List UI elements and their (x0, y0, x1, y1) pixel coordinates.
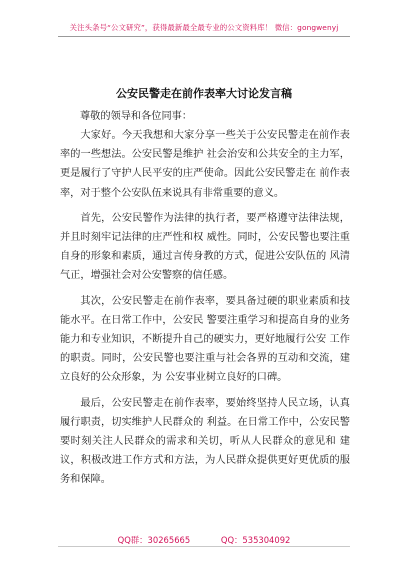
paragraph-4: 最后，公安民警走在前作表率，要始终坚持人民立场，认真履行职责，切实维护人民群众的 利益。在日常工作中，公安民警要时刻关注人民群众的需求和关切，听从人民群众的意见和 建议，积极改进工作方式和方法，为人民群众提供更好更优质的服务和保障。 (60, 397, 350, 486)
salutation: 尊敬的领导和各位同事： (80, 111, 193, 122)
paragraph-2: 首先，公安民警作为法律的执行者，要严格遵守法律法规，并且时刻牢记法律的庄严性和权 威性。同时，公安民警也要注重自身的形象和素质，通过言传身教的方式，促进公安队伍的 风清气正，增强社会对公安警察的信任感。 (60, 212, 350, 282)
footer-contact (0, 534, 408, 546)
header-promo-note: 关注头条号“公文研究”，获得最新最全最专业的公文资料库！ 微信：gongwenyj (69, 23, 339, 32)
header-divider (58, 36, 350, 37)
footer-qq: QQ：535304092 (220, 535, 291, 545)
footer-divider (58, 546, 350, 547)
document-title: 公安民警走在前作表率大讨论发言稿 (116, 87, 292, 100)
paragraph-3: 其次，公安民警走在前作表率，要具备过硬的职业素质和技能水平。在日常工作中，公安民 警要注重学习和提高自身的业务能力和专业知识，不断提升自己的硬实力，更好地履行公安 工作的职责。同时，公安民警也要注重与社会各界的互动和交流，建立良好的公众形象，为 公安事业树立良好的口碑。 (60, 295, 350, 384)
paragraph-1: 大家好。今天我想和大家分享一些关于公安民警走在前作表率的一些想法。公安民警是维护 社会治安和公共安全的主力军，更是履行了守护人民平安的庄严使命。因此公安民警走在 前作表率，对于整个公安队伍来说具有非常重要的意义。 (60, 130, 350, 199)
document-body (60, 126, 350, 496)
footer-qq-group: QQ群：30265665 (117, 535, 191, 545)
